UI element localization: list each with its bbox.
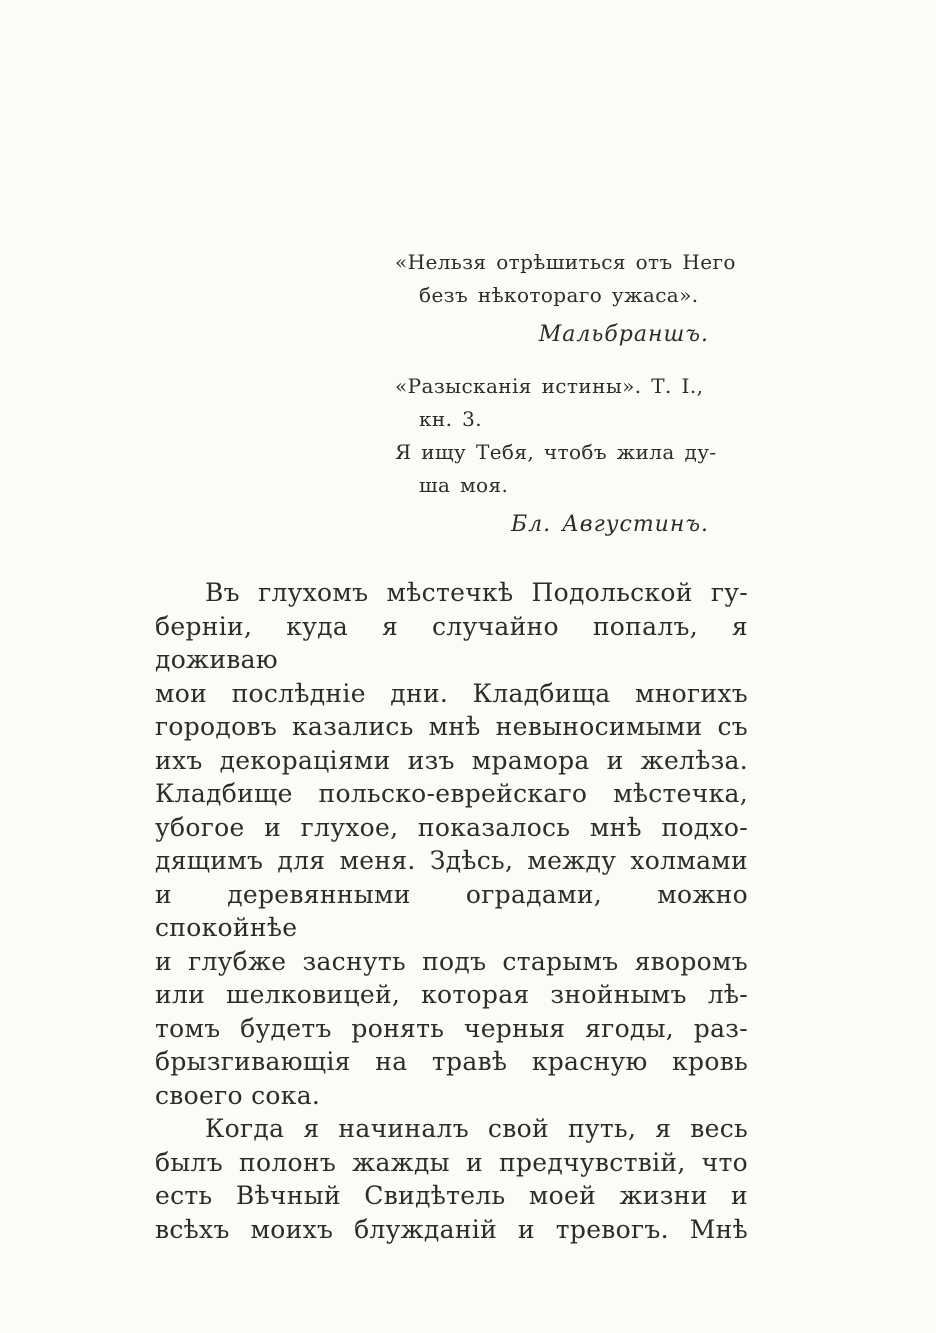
text-line: убогое и глухое, показалось мнѣ подхо- (155, 812, 748, 842)
epigraph-augustine (395, 436, 743, 541)
text-line: или шелковицей, которая знойнымъ лѣ- (155, 980, 748, 1009)
text-line: Въ глухомъ мѣстечкѣ Подольской гу- (205, 578, 748, 607)
epigraph-reference (395, 370, 743, 436)
text-line: брызгивающія на травѣ красную кровь (155, 1047, 748, 1076)
text-line: есть Вѣчный Свидѣтель моей жизни и (155, 1181, 748, 1210)
text-line: городовъ казались мнѣ невыносимыми съ (155, 712, 748, 741)
body-text (155, 576, 748, 1246)
text-line: дящимъ для меня. Здѣсь, между холмами (155, 846, 748, 875)
epigraph-attribution: Бл. Августинъ. (510, 512, 709, 537)
text-line: Кладбище польско-еврейскаго мѣстечка, (155, 779, 748, 808)
epigraph-malebranche (395, 246, 743, 351)
text-line: Когда я начиналъ свой путь, я весь (205, 1114, 748, 1143)
text-line: берніи, куда я случайно попалъ, я доживаю (155, 611, 748, 674)
text-line: и деревянными оградами, можно спокойнѣе (155, 879, 748, 942)
epigraph-line: безъ нѣкотораго ужаса». (419, 283, 699, 307)
epigraph-line: «Разысканія истины». Т. I., (395, 374, 704, 398)
epigraph-line: кн. 3. (419, 407, 483, 431)
epigraph-line: Я ищу Тебя, чтобъ жила ду- (395, 440, 717, 464)
paragraph (155, 1112, 748, 1246)
epigraph-block (395, 246, 743, 541)
text-line: своего сока. (155, 1080, 321, 1110)
text-line: ихъ декораціями изъ мрамора и желѣза. (155, 745, 748, 775)
text-line: всѣхъ моихъ блужданій и тревогъ. Мнѣ (155, 1214, 748, 1244)
text-line: былъ полонъ жажды и предчувствій, что (155, 1147, 748, 1177)
text-line: и глубже заснуть подъ старымъ яворомъ (155, 946, 748, 976)
text-line: томъ будетъ ронять черныя ягоды, раз- (155, 1013, 748, 1043)
paragraph (155, 576, 748, 1112)
epigraph-line: «Нельзя отрѣшиться отъ Него (395, 250, 736, 274)
epigraph-line: ша моя. (419, 473, 509, 497)
text-line: мои послѣдніе дни. Кладбища многихъ (155, 678, 748, 708)
epigraph-attribution: Мальбраншъ. (538, 322, 709, 347)
